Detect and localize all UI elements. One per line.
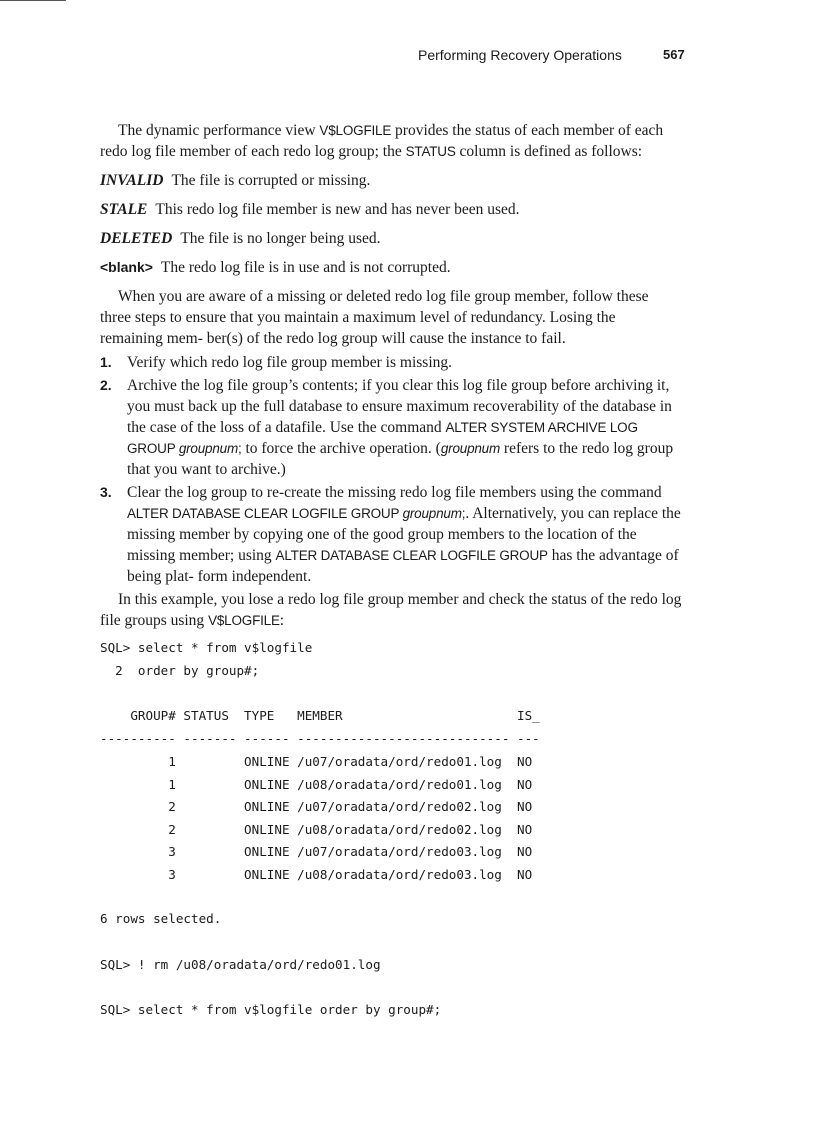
step-text: Verify which redo log file group member is missing.	[127, 354, 453, 371]
table-row: 3 ONLINE /u08/oradata/ord/redo03.log NO	[100, 866, 533, 882]
code-column-header: GROUP# STATUS TYPE MEMBER IS_	[100, 708, 540, 723]
definition-stale	[100, 199, 682, 220]
definition-text: This redo log file member is new and has never been used.	[155, 201, 520, 218]
page-number: 567	[663, 47, 685, 62]
definition-term: DELETED	[100, 230, 173, 247]
definition-text: The redo log file is in use and is not corrupted.	[160, 259, 451, 276]
recovery-steps-list	[100, 352, 682, 587]
list-item	[100, 352, 682, 373]
intro-code-status: STATUS	[405, 144, 456, 159]
definition-text: The file is corrupted or missing.	[171, 172, 371, 189]
definition-term: INVALID	[100, 172, 164, 189]
step-text: . Alternatively, you can replace the missing member by copying one of the good group members to the location of the missing member; using	[127, 505, 681, 564]
running-header-title: Performing Recovery Operations	[418, 47, 622, 63]
inline-code-italic: groupnum	[402, 506, 462, 521]
example-text: In this example, you lose a redo log file group member and check the status of the redo log file groups using	[100, 591, 682, 629]
corner-rule	[0, 0, 66, 1]
list-item	[100, 375, 682, 480]
table-row: 2 ONLINE /u07/oradata/ord/redo02.log NO	[100, 799, 533, 815]
steps-intro-paragraph: When you are aware of a missing or deleted redo log file group member, follow these three steps to ensure that you maintain a maximum level of redundancy. Losing the remaining mem- ber(s) of the redo log group will cause the instance to fail.	[100, 288, 649, 347]
table-row: 1 ONLINE /u07/oradata/ord/redo01.log NO	[100, 754, 533, 769]
step-number: 1.	[100, 354, 112, 370]
code-separator: ---------- ------- ------ ---------------------------- ---	[100, 731, 540, 746]
list-item	[100, 482, 682, 587]
inline-code: ;	[238, 441, 242, 456]
code-rows-selected: 6 rows selected.	[100, 911, 222, 926]
step-text: has the advantage of being plat- form independent.	[127, 547, 679, 585]
intro-code-vlogfile: V$LOGFILE	[319, 123, 392, 138]
body-text	[100, 120, 682, 631]
table-row: 1 ONLINE /u08/oradata/ord/redo01.log NO	[100, 776, 533, 792]
code-result-rows	[100, 751, 532, 887]
inline-code-italic: groupnum	[178, 441, 239, 456]
step-text: refers to the redo log group that you want to archive.)	[127, 440, 674, 478]
definition-term: <blank>	[100, 259, 153, 275]
example-paragraph	[100, 589, 682, 631]
definition-text: The file is no longer being used.	[180, 230, 381, 247]
definition-deleted	[100, 228, 682, 249]
code-rm-command: SQL> ! rm /u08/oradata/ord/redo01.log	[100, 957, 381, 972]
table-row: 3 ONLINE /u07/oradata/ord/redo03.log NO	[100, 844, 533, 860]
inline-code: ALTER DATABASE CLEAR LOGFILE GROUP	[275, 548, 548, 563]
intro-paragraph	[100, 120, 682, 162]
intro-text-1: The dynamic performance view	[118, 122, 320, 139]
example-text: :	[279, 612, 285, 629]
step-number: 2.	[100, 377, 112, 393]
intro-text-2: provides the status of each member of each redo log file member of each redo log group; the	[100, 122, 664, 160]
inline-code: ;	[461, 506, 466, 521]
definition-invalid	[100, 170, 682, 191]
code-query-2: SQL> select * from v$logfile order by group#;	[100, 1002, 442, 1017]
inline-code: ALTER DATABASE CLEAR LOGFILE GROUP	[127, 506, 403, 521]
inline-code: ALTER SYSTEM ARCHIVE LOG GROUP	[127, 420, 638, 456]
definition-term: STALE	[100, 201, 148, 218]
step-number: 3.	[100, 484, 112, 500]
table-row: 2 ONLINE /u08/oradata/ord/redo02.log NO	[100, 821, 533, 837]
step-text: Clear the log group to re-create the missing redo log file members using the command	[127, 484, 662, 501]
intro-text-3: column is defined as follows:	[455, 143, 643, 160]
running-header	[418, 47, 718, 67]
definition-blank	[100, 257, 682, 278]
inline-code-italic: groupnum	[440, 441, 501, 456]
code-query-1: SQL> select * from v$logfile 2 order by group#;	[100, 640, 313, 678]
inline-code: V$LOGFILE	[208, 613, 280, 628]
step-text: to force the archive operation. (	[241, 440, 441, 457]
step-text: Archive the log file group’s contents; if you clear this log file group before archiving it, you must back up the full database to ensure maximum recoverability of the database in the case of the loss of a datafile. Use the command	[127, 377, 672, 436]
